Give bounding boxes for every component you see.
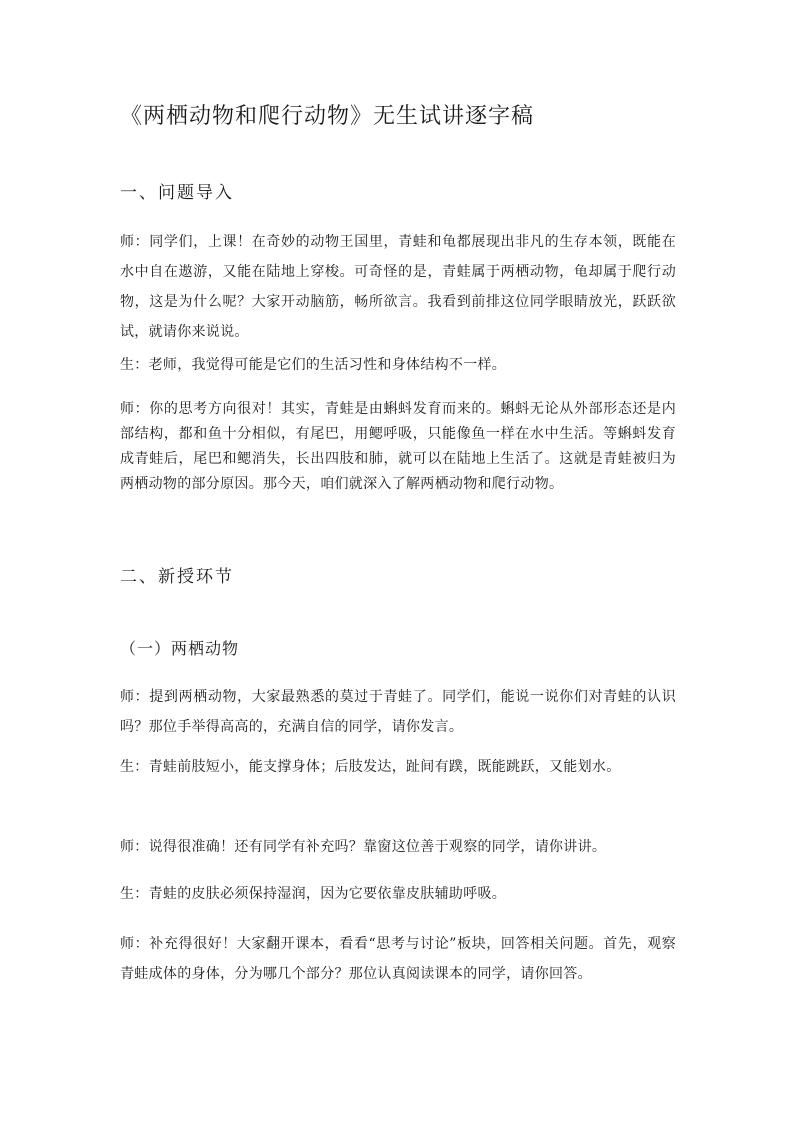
section-heading-new-lesson: 二、新授环节 bbox=[120, 567, 234, 587]
paragraph: 师：补充得很好！大家翻开课本，看看“思考与讨论”板块，回答相关问题。首先，观察青蛙成体的身体，分为哪几个部分？那位认真阅读课本的同学，请你回答。 bbox=[120, 936, 676, 982]
document-title: 《两栖动物和爬行动物》无生试讲逐字稿 bbox=[120, 104, 535, 129]
subsection-heading-amphibians: （一）两栖动物 bbox=[120, 639, 240, 658]
paragraph: 师：你的思考方向很对！其实，青蛙是由蝌蚪发育而来的。蝌蚪无论从外部形态还是内部结构，都和鱼十分相似，有尾巴，用鳃呼吸，只能像鱼一样在水中生活。等蝌蚪发育成青蛙后，尾巴和鳃消失，长出四肢和肺，就可以在陆地上生活了。这就是青蛙被归为两栖动物的部分原因。那今天，咱们就深入了解两栖动物和爬行动物。 bbox=[120, 401, 676, 492]
paragraph: 生：青蛙前肢短小，能支撑身体；后肢发达，趾间有蹼，既能跳跃，又能划水。 bbox=[120, 759, 621, 775]
paragraph: 师：同学们，上课！在奇妙的动物王国里，青蛙和龟都展现出非凡的生存本领，既能在水中自在遨游，又能在陆地上穿梭。可奇怪的是，青蛙属于两栖动物，龟却属于爬行动物，这是为什么呢？大家开动脑筋，畅所欲言。我看到前排这位同学眼睛放光，跃跃欲试，就请你来说说。 bbox=[120, 234, 676, 340]
paragraph: 师：说得很准确！还有同学有补充吗？靠窗这位善于观察的同学，请你讲讲。 bbox=[120, 839, 607, 855]
paragraph: 师：提到两栖动物，大家最熟悉的莫过于青蛙了。同学们，能说一说你们对青蛙的认识吗？那位手举得高高的，充满自信的同学，请你发言。 bbox=[120, 689, 676, 735]
section-heading-introduction: 一、问题导入 bbox=[120, 183, 234, 203]
paragraph: 生：青蛙的皮肤必须保持湿润，因为它要依靠皮肤辅助呼吸。 bbox=[120, 886, 507, 902]
paragraph: 生：老师，我觉得可能是它们的生活习性和身体结构不一样。 bbox=[120, 357, 507, 373]
